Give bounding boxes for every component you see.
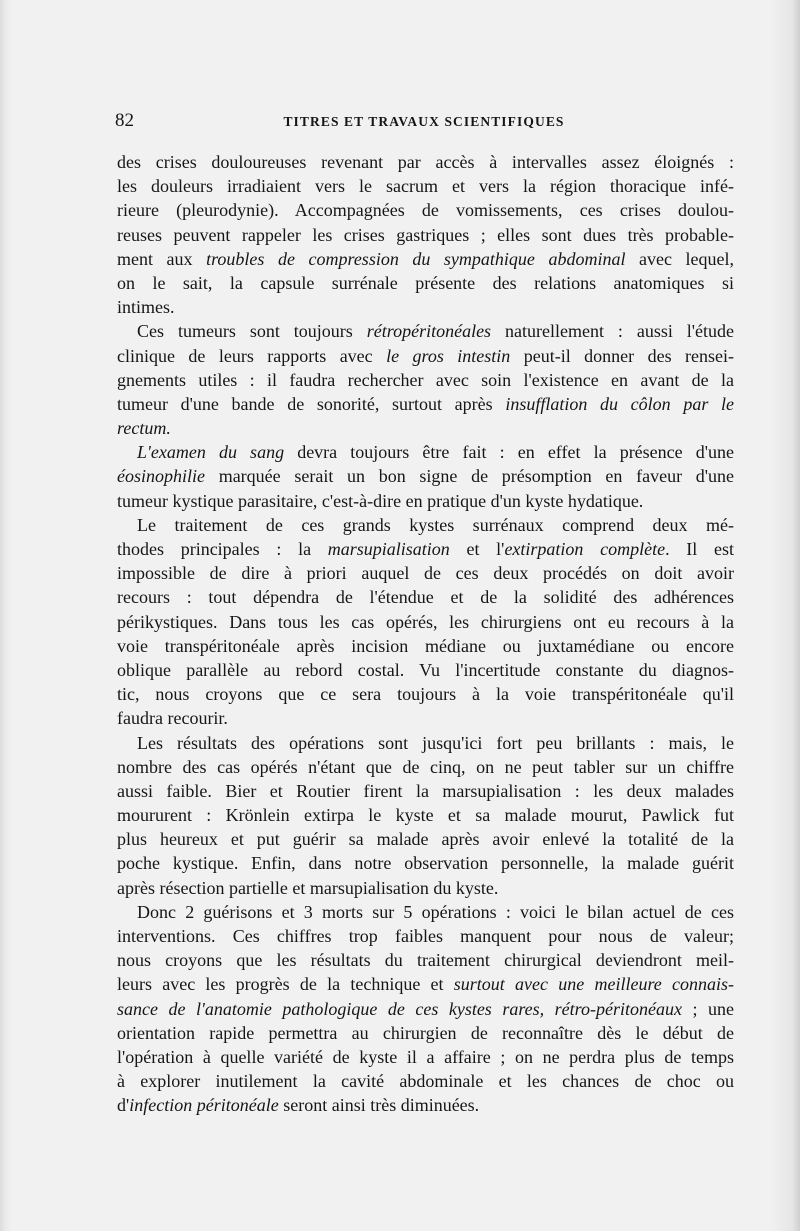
text-segment: . Il est [665, 539, 734, 559]
running-title: TITRES ET TRAVAUX SCIENTIFIQUES [283, 114, 565, 129]
text-line [117, 537, 734, 561]
text-segment: clinique de leurs rapports avec [117, 345, 387, 366]
text-line [117, 489, 734, 513]
text-line [117, 1069, 734, 1093]
text-line [117, 948, 734, 972]
text-line [117, 368, 734, 392]
italic-text: L'examen du sang [137, 442, 285, 463]
text-line [117, 682, 734, 706]
text-segment: peut-il donner des rensei- [510, 345, 734, 366]
text-line [117, 755, 734, 779]
italic-text: éosinophilie [117, 466, 205, 487]
text-line [117, 851, 734, 875]
text-line [117, 827, 734, 851]
text-segment: des crises douloureuses revenant par accès à intervalles assez éloignés : [117, 152, 734, 172]
text-segment: interventions. Ces chiffres trop faibles manquent pour nous de valeur; [117, 926, 734, 946]
text-segment: thodes principales : la [117, 539, 328, 559]
text-line [117, 271, 734, 295]
text-line [117, 344, 734, 368]
text-segment: nous croyons que les résultats du traitement chirurgical deviendront meil- [117, 950, 734, 971]
text-line [117, 561, 734, 585]
text-segment: marquée serait un bon signe de présomption en faveur d'une [205, 466, 734, 487]
text-line [117, 464, 734, 488]
text-segment: reuses peuvent rappeler les crises gastriques ; elles sont dues très probable- [117, 224, 734, 245]
text-segment: nombre des cas opérés n'étant que de cinq, on ne peut tabler sur un chiffre [117, 756, 734, 777]
body-text [117, 150, 734, 1118]
text-line [117, 706, 734, 730]
text-segment: tumeur d'une bande de sonorité, surtout après [117, 393, 506, 414]
text-line [117, 392, 734, 416]
text-line [117, 634, 734, 658]
text-segment: rieure (pleurodynie). Accompagnées de vomissements, ces crises doulou- [117, 200, 734, 221]
text-segment: ; une [681, 998, 734, 1019]
text-line [117, 997, 734, 1021]
text-line [117, 513, 734, 537]
text-line [117, 731, 734, 755]
text-segment: on le sait, la capsule surrénale présente des relations anatomiques si [117, 272, 734, 293]
text-line [117, 585, 734, 609]
text-line [117, 198, 734, 222]
text-segment: ment aux [117, 248, 207, 269]
italic-text: troubles de compression du sympathique abdominal [206, 248, 626, 269]
text-segment: seront ainsi très diminuées. [278, 1095, 480, 1116]
text-line [117, 247, 734, 271]
text-segment: tic, nous croyons que ce sera toujours à la voie transpéritonéale qu'il [117, 684, 734, 705]
text-segment: Donc 2 guérisons et 3 morts sur 5 opérations : voici le bilan actuel de ces [137, 901, 734, 922]
text-line [117, 174, 734, 198]
text-line [117, 319, 734, 343]
text-segment: après résection partielle et marsupialisation du kyste. [117, 877, 499, 898]
text-line [117, 779, 734, 803]
text-line [117, 416, 734, 440]
text-segment: oblique parallèle au rebord costal. Vu l'incertitude constante du diagnos- [117, 659, 734, 680]
page-header [115, 108, 733, 138]
text-segment: à explorer inutilement la cavité abdominale et les chances de choc ou [117, 1071, 734, 1092]
italic-text: surtout avec une meilleure connais- [453, 974, 734, 995]
text-segment: orientation rapide permettra au chirurgien de reconnaître dès le début de [117, 1022, 734, 1043]
text-line [117, 924, 734, 948]
italic-text: le gros intestin [386, 345, 511, 366]
text-segment: gnements utiles : il faudra rechercher avec soin l'existence en avant de la [117, 369, 734, 390]
text-segment: devra toujours être fait : en effet la présence d'une [284, 442, 734, 463]
text-segment: avec lequel, [625, 248, 734, 269]
text-segment: impossible de dire à priori auquel de ces deux procédés on doit avoir [117, 563, 734, 584]
text-segment: Ces tumeurs sont toujours [137, 321, 367, 342]
italic-text: rétropéritonéales [366, 321, 492, 342]
text-line [117, 440, 734, 464]
text-line [117, 900, 734, 924]
text-segment: poche kystique. Enfin, dans notre observation personnelle, la malade guérit [117, 853, 734, 874]
text-line [117, 610, 734, 634]
text-segment: intimes. [117, 297, 175, 318]
text-segment: plus heureux et put guérir sa malade après avoir enlevé la totalité de la [117, 829, 734, 850]
italic-text: marsupialisation [327, 539, 450, 559]
text-line [117, 876, 734, 900]
text-segment: les douleurs irradiaient vers le sacrum et vers la région thoracique infé- [117, 176, 734, 197]
text-segment: aussi faible. Bier et Routier firent la marsupialisation : les deux malades [117, 780, 734, 801]
text-line [117, 803, 734, 827]
text-segment: tumeur kystique parasitaire, c'est-à-dire en pratique d'un kyste hydatique. [117, 490, 644, 511]
italic-text: rectum. [117, 418, 171, 439]
text-line [117, 972, 734, 996]
text-segment: l'opération à quelle variété de kyste il a affaire ; on ne perdra plus de temps [117, 1046, 734, 1067]
text-line [117, 1093, 734, 1117]
text-segment: recours : tout dépendra de l'étendue et de la solidité des adhérences [117, 587, 734, 608]
text-segment: faudra recourir. [117, 708, 228, 729]
italic-text: infection péritonéale [129, 1095, 279, 1116]
text-line [117, 658, 734, 682]
text-segment: et l' [449, 539, 505, 559]
text-segment: naturellement : aussi l'étude [491, 321, 734, 342]
text-segment: Les résultats des opérations sont jusqu'ici fort peu brillants : mais, le [137, 732, 734, 753]
text-segment: leurs avec les progrès de la technique et [117, 974, 454, 995]
text-segment: Le traitement de ces grands kystes surrénaux comprend deux mé- [137, 514, 734, 535]
italic-text: extirpation complète [504, 539, 666, 559]
page-number: 82 [115, 110, 134, 131]
text-line [117, 295, 734, 319]
italic-text: sance de l'anatomie pathologique de ces kystes rares, rétro-péritonéaux [117, 998, 682, 1019]
text-line [117, 223, 734, 247]
text-segment: voie transpéritonéale après incision médiane ou juxtamédiane ou encore [117, 635, 734, 656]
text-segment: moururent : Krönlein extirpa le kyste et sa malade mourut, Pawlick fut [117, 805, 734, 826]
text-segment: d' [117, 1095, 130, 1116]
text-segment: périkystiques. Dans tous les cas opérés, les chirurgiens ont eu recours à la [117, 611, 734, 632]
text-line [117, 1045, 734, 1069]
italic-text: insufflation du côlon par le [505, 393, 734, 414]
text-line [117, 150, 734, 174]
text-line [117, 1021, 734, 1045]
